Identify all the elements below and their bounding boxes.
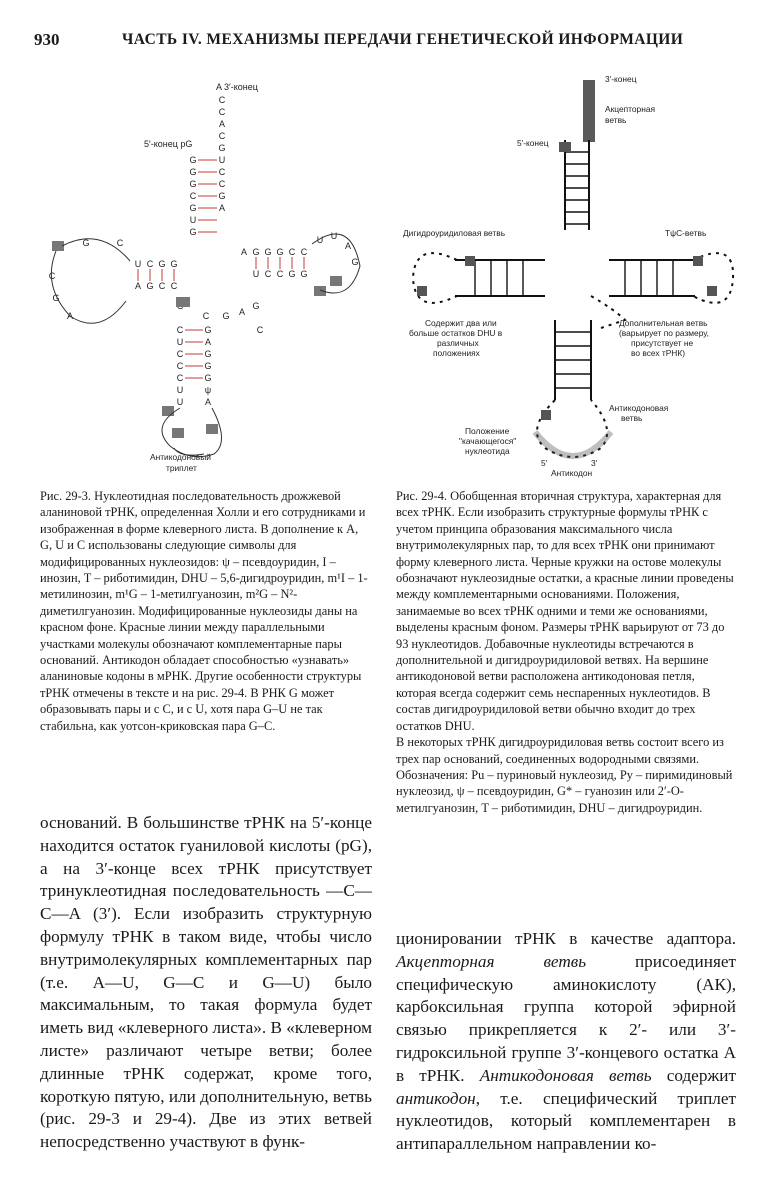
fig4-label-acceptor-1: Акцепторная (605, 104, 656, 114)
acceptor-stem-letters (189, 95, 225, 237)
svg-text:G: G (204, 361, 212, 371)
svg-text:ψ: ψ (204, 385, 212, 395)
fig4-ac-arm-2: ветвь (621, 413, 643, 423)
fig4-extra-1: Дополнительная ветвь (619, 318, 708, 328)
fig4-anticodon: Антикодон (551, 468, 593, 478)
caption-29-4-text-2: В некоторых тРНК дигидроуридиловая ветвь состоит всего из трех пар оснований, соединенных водородными связями. Обозначения: Pu – пуриновый нуклеозид, Py – пиримидиновый нуклеозид, ψ – псевдоуридин, G* – гуанозин или 2′-О-метилгуанозин, T – риботимидин, DHU – дигидроуридин. (396, 735, 733, 815)
svg-text:G: G (252, 247, 260, 257)
svg-text:G: G (189, 155, 197, 165)
svg-text:U: U (176, 385, 184, 395)
svg-text:G: G (189, 167, 197, 177)
svg-text:G: G (300, 269, 308, 279)
figure-29-3 (30, 76, 375, 476)
fig4-ac-5: 5′ (541, 458, 548, 468)
term-anticodon-arm: Антикодоновая ветвь (479, 1065, 652, 1085)
fig4-extra-3: присутствует не (631, 338, 694, 348)
svg-text:A: A (218, 203, 226, 213)
svg-text:C: C (170, 281, 178, 291)
svg-text:U: U (134, 259, 142, 269)
svg-text:G: G (204, 373, 212, 383)
svg-text:C: C (276, 269, 284, 279)
svg-text:G: G (170, 259, 178, 269)
svg-text:G: G (189, 179, 197, 189)
svg-text:G: G (189, 227, 197, 237)
svg-text:C: C (202, 311, 210, 321)
fig4-wobble-3: нуклеотида (465, 446, 510, 456)
dhu-arm (413, 253, 545, 303)
svg-text:C: C (176, 349, 184, 359)
svg-text:C: C (116, 238, 124, 248)
acceptor-pair-lines (198, 160, 217, 232)
svg-text:G: G (204, 349, 212, 359)
fig4-dhu-note-4: положениях (433, 348, 480, 358)
fig4-ac-arm-1: Антикодоновая (609, 403, 669, 413)
tpsic-arm (609, 253, 733, 303)
body-right-t2: присоединяет специфическую аминокислоту (АК), карбоксильная группа которой эфирной связью прикрепляется к 2′- или 3′-гидроксильной группе 3′-концевого остатка A в тРНК. (396, 951, 736, 1085)
fig4-label-3end: 3′-конец (605, 74, 637, 84)
fig4-label-tpc-arm: TψC-ветвь (665, 228, 707, 238)
svg-text:G: G (204, 325, 212, 335)
body-right-t3: содержит (651, 1065, 736, 1085)
svg-text:C: C (176, 373, 184, 383)
anticodon-pair-lines (185, 330, 203, 378)
svg-text:G: G (52, 293, 60, 303)
svg-text:G: G (218, 143, 226, 153)
svg-text:A: A (204, 397, 212, 407)
cca-end-block (583, 80, 595, 142)
svg-text:C: C (218, 179, 226, 189)
svg-text:A: A (204, 337, 212, 347)
svg-text:U: U (176, 337, 184, 347)
page-number: 930 (34, 30, 60, 49)
acceptor-stem (559, 140, 589, 230)
svg-text:C: C (48, 271, 56, 281)
fig3-label-5end: 5′-конец pG (144, 139, 193, 149)
dhu-pair-lines (138, 269, 174, 281)
fig4-ac-3: 3′ (591, 458, 598, 468)
variable-loop (176, 297, 264, 335)
svg-text:G: G (158, 259, 166, 269)
svg-text:U: U (218, 155, 226, 165)
svg-text:G: G (82, 238, 90, 248)
figure-29-4 (395, 70, 735, 480)
svg-text:A: A (218, 119, 226, 129)
term-anticodon: антикодон (396, 1088, 476, 1108)
svg-text:G: G (252, 301, 260, 311)
tpsic-pair-lines (256, 257, 304, 269)
body-right-paragraph (396, 928, 736, 1156)
svg-text:C: C (218, 107, 226, 117)
svg-text:A: A (238, 307, 246, 317)
fig4-label-dhu-arm: Дигидроуридиловая ветвь (403, 228, 506, 238)
page-header (30, 30, 750, 56)
svg-text:G: G (189, 203, 197, 213)
fig4-extra-2: (варьирует по размеру, (619, 328, 709, 338)
svg-text:U: U (252, 269, 260, 279)
running-title: ЧАСТЬ IV. МЕХАНИЗМЫ ПЕРЕДАЧИ ГЕНЕТИЧЕСКОЙ ИНФОРМАЦИИ (122, 31, 684, 48)
svg-text:C: C (288, 247, 296, 257)
body-right-t1: ционировании тРНК в качестве адаптора. (396, 929, 736, 948)
svg-text:G: G (264, 247, 272, 257)
svg-text:C: C (218, 131, 226, 141)
trna-sequence-diagram (30, 76, 375, 476)
svg-text:A: A (66, 311, 74, 321)
fig4-wobble-2: "качающегося" (459, 436, 517, 446)
svg-text:C: C (176, 325, 184, 335)
svg-text:G: G (276, 247, 284, 257)
svg-text:C: C (146, 259, 154, 269)
fig4-dhu-note-3: различных (437, 338, 479, 348)
svg-text:G: G (351, 257, 359, 267)
fig3-label-triplet: триплет (166, 463, 197, 473)
fig4-dhu-note-1: Содержит два или (425, 318, 497, 328)
caption-29-4-text-1: Рис. 29-4. Обобщенная вторичная структура, характерная для всех тРНК. Если изобразить структурные формулы тРНК с учетом принципа образования максимального числа внутримолекулярных пар, то для всех тРНК они принимают форму клеверного листа. Черные кружки на остове молекулы обозначают нуклеозидные остатки, а красные линии проведены между комплементарными основаниями. Положения, занимаемые во всех тРНК одними и теми же основаниями, выделены красным фоном. Размеры тРНК варьируют от 73 до 93 нуклеотидов. Добавочные нуклеотиды встречаются в дополнительной и дигидроуридиловой ветвях. На вершине антикодоновой ветви расположена антикодоновая петля, которая всегда содержит семь неспаренных нуклеотидов. В состав дигидроуридиловой ветви обычно входит до трех остатков DHU. (396, 489, 734, 733)
svg-text:C: C (189, 191, 197, 201)
caption-29-3-text: Рис. 29-3. Нуклеотидная последовательность дрожжевой аланиновой тРНК, определенная Холли и его сотрудниками и изображенная в форме клеверного листа. В дополнение к A, G, U и C использованы следующие символы для модифицированных нуклеозидов: ψ – псевдоуридин, I – инозин, T – риботимидин, DHU – 5,6-дигидроуридин, m¹I – 1-метилинозин, m¹G – 1-метилгуанозин, m²G – N²-диметилгуанозин. Модифицированные нуклеозиды даны на красном фоне. Красные линии между параллельными участками молекулы обозначают комплементарные пары оснований. Антикодон обладает способностью «узнавать» аланиновые кодоны в мРНК. Другие особенности структуры тРНК отмечены в тексте и на рис. 29-4. В РНК G может образовывать пары и с C, и с U, хотя пара G–U не так стабильна, как уотсон-криковская пара G–C. (40, 489, 368, 733)
svg-text:G: G (218, 191, 226, 201)
fig4-label-5end: 5′-конец (517, 138, 549, 148)
svg-text:C: C (176, 361, 184, 371)
fig4-label-acceptor-2: ветвь (605, 115, 627, 125)
svg-text:G: G (288, 269, 296, 279)
svg-text:C: C (218, 167, 226, 177)
body-right-t4: , т.е. специфический триплет нуклеотидов, который комплементарен в антипараллельном направлении ко- (396, 1088, 736, 1154)
tpsic-arm (241, 231, 360, 296)
term-acceptor-arm: Акцепторная ветвь (396, 951, 587, 971)
fig4-wobble-1: Положение (465, 426, 510, 436)
svg-text:C: C (158, 281, 166, 291)
svg-text:G: G (222, 311, 230, 321)
svg-text:A: A (344, 241, 352, 251)
body-text-left (40, 812, 372, 1154)
anticodon-stem (162, 325, 222, 457)
body-text-right (396, 928, 736, 1156)
svg-text:G: G (146, 281, 154, 291)
svg-text:A: A (240, 247, 248, 257)
caption-29-3 (40, 488, 372, 734)
body-left-paragraph: оснований. В большинстве тРНК на 5′-конце находится остаток гуаниловой кислоты (pG), а на 3′-конце всех тРНК присутствует тринуклеотидная последовательность —C—C—A (3′). Если изобразить структурную формулу тРНК в таком виде, чтобы число внутримолекулярных комплементарных пар (т.е. A—U, G—C и G—U) было максимальным, то такая формула будет иметь вид «клеверного листа». В «клеверном листе» различают четыре ветви; более длинные тРНК содержат, кроме того, короткую пятую, или дополнительную, ветвь (рис. 29-3 и 29-4). Две из этих ветвей непосредственно участвуют в функ- (40, 813, 372, 1152)
fig3-label-anticodon: Антикодоновый (150, 452, 211, 462)
fig3-label-3end: A 3′-конец (216, 82, 258, 92)
svg-text:U: U (330, 231, 338, 241)
anticodon-arm (535, 320, 611, 457)
fig4-dhu-note-2: больше остатков DHU в (409, 328, 503, 338)
svg-text:C: C (218, 95, 226, 105)
svg-text:A: A (134, 281, 142, 291)
dhu-arm (49, 238, 184, 323)
svg-text:C: C (300, 247, 308, 257)
trna-cloverleaf-diagram (395, 70, 735, 480)
fig4-extra-4: во всех тРНК) (631, 348, 686, 358)
svg-text:U: U (176, 397, 184, 407)
svg-text:C: C (264, 269, 272, 279)
svg-text:C: C (256, 325, 264, 335)
svg-text:U: U (316, 235, 324, 245)
caption-29-4 (396, 488, 736, 816)
svg-text:U: U (189, 215, 197, 225)
